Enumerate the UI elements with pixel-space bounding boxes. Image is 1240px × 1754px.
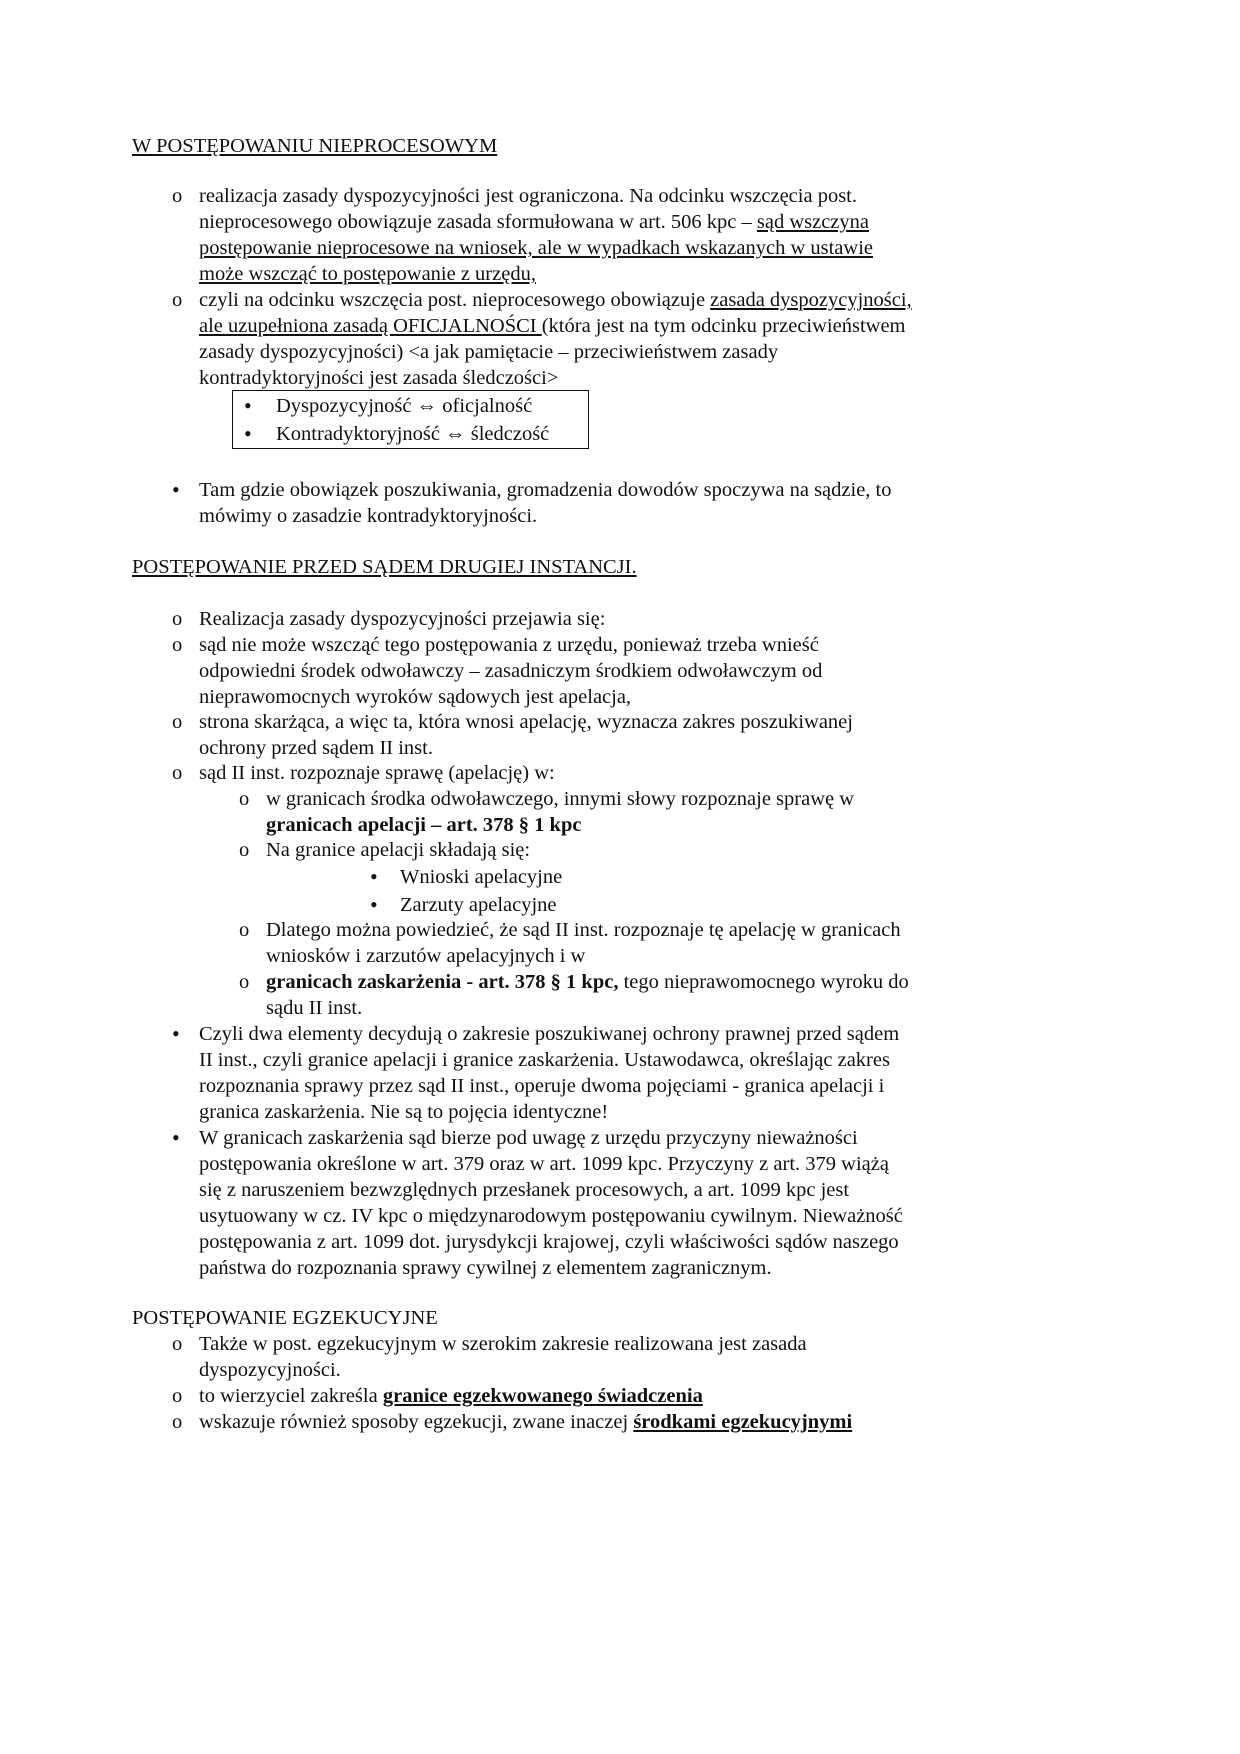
disc-bullet-icon: • [244,393,252,418]
list-item-line [199,365,558,391]
disc-bullet-icon: • [370,864,378,889]
list-item-line [266,943,585,969]
section-heading [132,554,637,580]
text-segment: POSTĘPOWANIE PRZED SĄDEM DRUGIEJ INSTANCJI. [132,556,637,578]
text-segment: granicach zaskarżenia - art. 378 § 1 kpc, [266,971,619,993]
text-segment: zasada dyspozycyjności, [710,289,912,311]
list-item-line [199,287,912,313]
list-item-line [199,503,537,529]
list-item-line [199,261,536,287]
list-item-line [266,837,530,863]
text-segment: się z naruszeniem bezwzględnych przesłanek procesowych, a art. 1099 kpc jest [199,1179,850,1201]
section-heading [132,1305,438,1331]
list-item-line [266,969,909,995]
list-item-line [266,812,581,838]
text-segment: czyli na odcinku wszczęcia post. nieprocesowego obowiązuje [199,289,711,311]
list-item-line [199,684,631,710]
section-heading [132,133,497,159]
text-segment: granica zaskarżenia. Nie są to pojęcia identyczne! [199,1101,609,1123]
list-item-line [199,1357,341,1383]
text-segment: Także w post. egzekucyjnym w szerokim zakresie realizowana jest zasada [199,1333,807,1355]
disc-bullet-icon: • [172,1021,180,1046]
text-segment: Na granice apelacji składają się: [266,839,531,861]
text-segment: może wszcząć to postępowanie z urzędu, [199,263,536,285]
text-segment: sądu II inst. [266,997,363,1019]
list-item-line [199,1099,608,1125]
list-item-line [199,606,605,632]
text-segment: sąd II inst. rozpoznaje sprawę (apelację) w: [199,762,555,784]
text-segment: Wnioski apelacyjne [400,866,563,888]
list-item-line [199,1047,890,1073]
text-segment: sąd nie może wszcząć tego postępowania z urzędu, ponieważ trzeba wnieść [199,634,819,656]
text-segment: ochrony przed sądem II inst. [199,737,433,759]
list-item-line [199,339,778,365]
text-segment: dyspozycyjności. [199,1359,341,1381]
text-segment: granice egzekwowanego świadczenia [382,1385,703,1407]
text-segment: mówimy o zasadzie kontradyktoryjności. [199,505,538,527]
text-segment: kontradyktoryjności jest zasada śledczości> [199,367,559,389]
text-segment: zasady dyspozycyjności) <a jak pamiętacie – przeciwieństwem zasady [199,341,779,363]
text-segment: II inst., czyli granice apelacji i granice zaskarżenia. Ustawodawca, określając zakres [199,1049,890,1071]
circle-bullet-icon: o [172,289,183,311]
text-segment: Zarzuty apelacyjne [400,894,557,916]
text-segment: nieprocesowego obowiązuje zasada sformułowana w art. 506 kpc – [199,211,757,233]
text-segment: tego nieprawomocnego wyroku do [618,971,909,993]
text-segment: W POSTĘPOWANIU NIEPROCESOWYM [132,135,498,157]
list-item-line [266,917,901,943]
text-segment: POSTĘPOWANIE EGZEKUCYJNE [132,1307,438,1329]
circle-bullet-icon: o [172,1411,183,1433]
text-segment: odpowiedni środek odwoławczy – zasadniczym środkiem odwoławczym od [199,660,823,682]
list-item-line [199,1177,849,1203]
list-item-line [199,709,853,735]
list-item-line [199,760,555,786]
text-segment: Dlatego można powiedzieć, że sąd II inst. rozpoznaje tę apelację w granicach [266,919,901,941]
text-segment: usytuowany w cz. IV kpc o międzynarodowym postępowaniu cywilnym. Nieważność [199,1205,903,1227]
list-item-line [199,735,433,761]
circle-bullet-icon: o [172,608,183,630]
list-item-line [199,313,906,339]
circle-bullet-icon: o [172,185,183,207]
text-segment: środkami egzekucyjnymi [633,1411,853,1433]
list-item-line [199,209,869,235]
list-item-line [199,1021,899,1047]
circle-bullet-icon: o [239,839,250,861]
text-segment: realizacja zasady dyspozycyjności jest ograniczona. Na odcinku wszczęcia post. [199,185,858,207]
text-segment: Tam gdzie obowiązek poszukiwania, gromadzenia dowodów spoczywa na sądzie, to [199,479,892,501]
text-segment: nieprawomocnych wyroków sądowych jest apelacja, [199,686,632,708]
text-segment: Kontradyktoryjność ⇔ śledczość [276,423,550,445]
list-item-line [400,864,562,890]
list-item-line [276,421,549,447]
text-segment: granicach apelacji – art. 378 § 1 kpc [266,814,582,836]
disc-bullet-icon: • [172,477,180,502]
text-segment: postępowania z art. 1099 dot. jurysdykcji krajowej, czyli właściwości sądów naszego [199,1231,899,1253]
circle-bullet-icon: o [172,762,183,784]
circle-bullet-icon: o [239,788,250,810]
list-item-line [199,1255,772,1281]
list-item-line [199,235,873,261]
list-item-line [199,632,819,658]
text-segment: państwa do rozpoznania sprawy cywilnej z elementem zagranicznym. [199,1257,772,1279]
text-segment: Czyli dwa elementy decydują o zakresie poszukiwanej ochrony prawnej przed sądem [199,1023,900,1045]
list-item-line [266,995,362,1021]
text-segment: Realizacja zasady dyspozycyjności przejawia się: [199,608,606,630]
disc-bullet-icon: • [244,421,252,446]
list-item-line [199,1409,852,1435]
list-item-line [400,892,557,918]
text-segment: to wierzyciel zakreśla [199,1385,383,1407]
circle-bullet-icon: o [172,634,183,656]
circle-bullet-icon: o [172,1333,183,1355]
circle-bullet-icon: o [239,919,250,941]
disc-bullet-icon: • [370,892,378,917]
list-item-line [266,786,854,812]
list-item-line [199,477,892,503]
list-item-line [199,1229,899,1255]
list-item-line [199,1125,858,1151]
text-segment: rozpoznania sprawy przez sąd II inst., operuje dwoma pojęciami - granica apelacji i [199,1075,885,1097]
list-item-line [199,1151,889,1177]
list-item-line [199,1073,884,1099]
text-segment: w granicach środka odwoławczego, innymi słowy rozpoznaje sprawę w [266,788,855,810]
circle-bullet-icon: o [172,711,183,733]
text-segment: strona skarżąca, a więc ta, która wnosi apelację, wyznacza zakres poszukiwanej [199,711,853,733]
list-item-line [199,183,857,209]
list-item-line [199,658,822,684]
text-segment: postępowania określone w art. 379 oraz w art. 1099 kpc. Przyczyny z art. 379 wiążą [199,1153,889,1175]
text-segment: sąd wszczyna [756,211,870,233]
list-item-line [199,1331,807,1357]
list-item-line [276,393,532,419]
list-item-line [199,1383,703,1409]
text-segment: Dyspozycyjność ⇔ oficjalność [276,395,533,417]
text-segment: wskazuje również sposoby egzekucji, zwane inaczej [199,1411,634,1433]
list-item-line [199,1203,903,1229]
circle-bullet-icon: o [239,971,250,993]
text-segment: wniosków i zarzutów apelacyjnych i w [266,945,586,967]
disc-bullet-icon: • [172,1125,180,1150]
text-segment: (która jest na tym odcinku przeciwieństwem [541,315,906,337]
text-segment: W granicach zaskarżenia sąd bierze pod uwagę z urzędu przyczyny nieważności [199,1127,858,1149]
text-segment: ale uzupełniona zasadą OFICJALNOŚCI [199,315,542,337]
text-segment: postępowanie nieprocesowe na wniosek, ale w wypadkach wskazanych w ustawie [199,237,873,259]
circle-bullet-icon: o [172,1385,183,1407]
